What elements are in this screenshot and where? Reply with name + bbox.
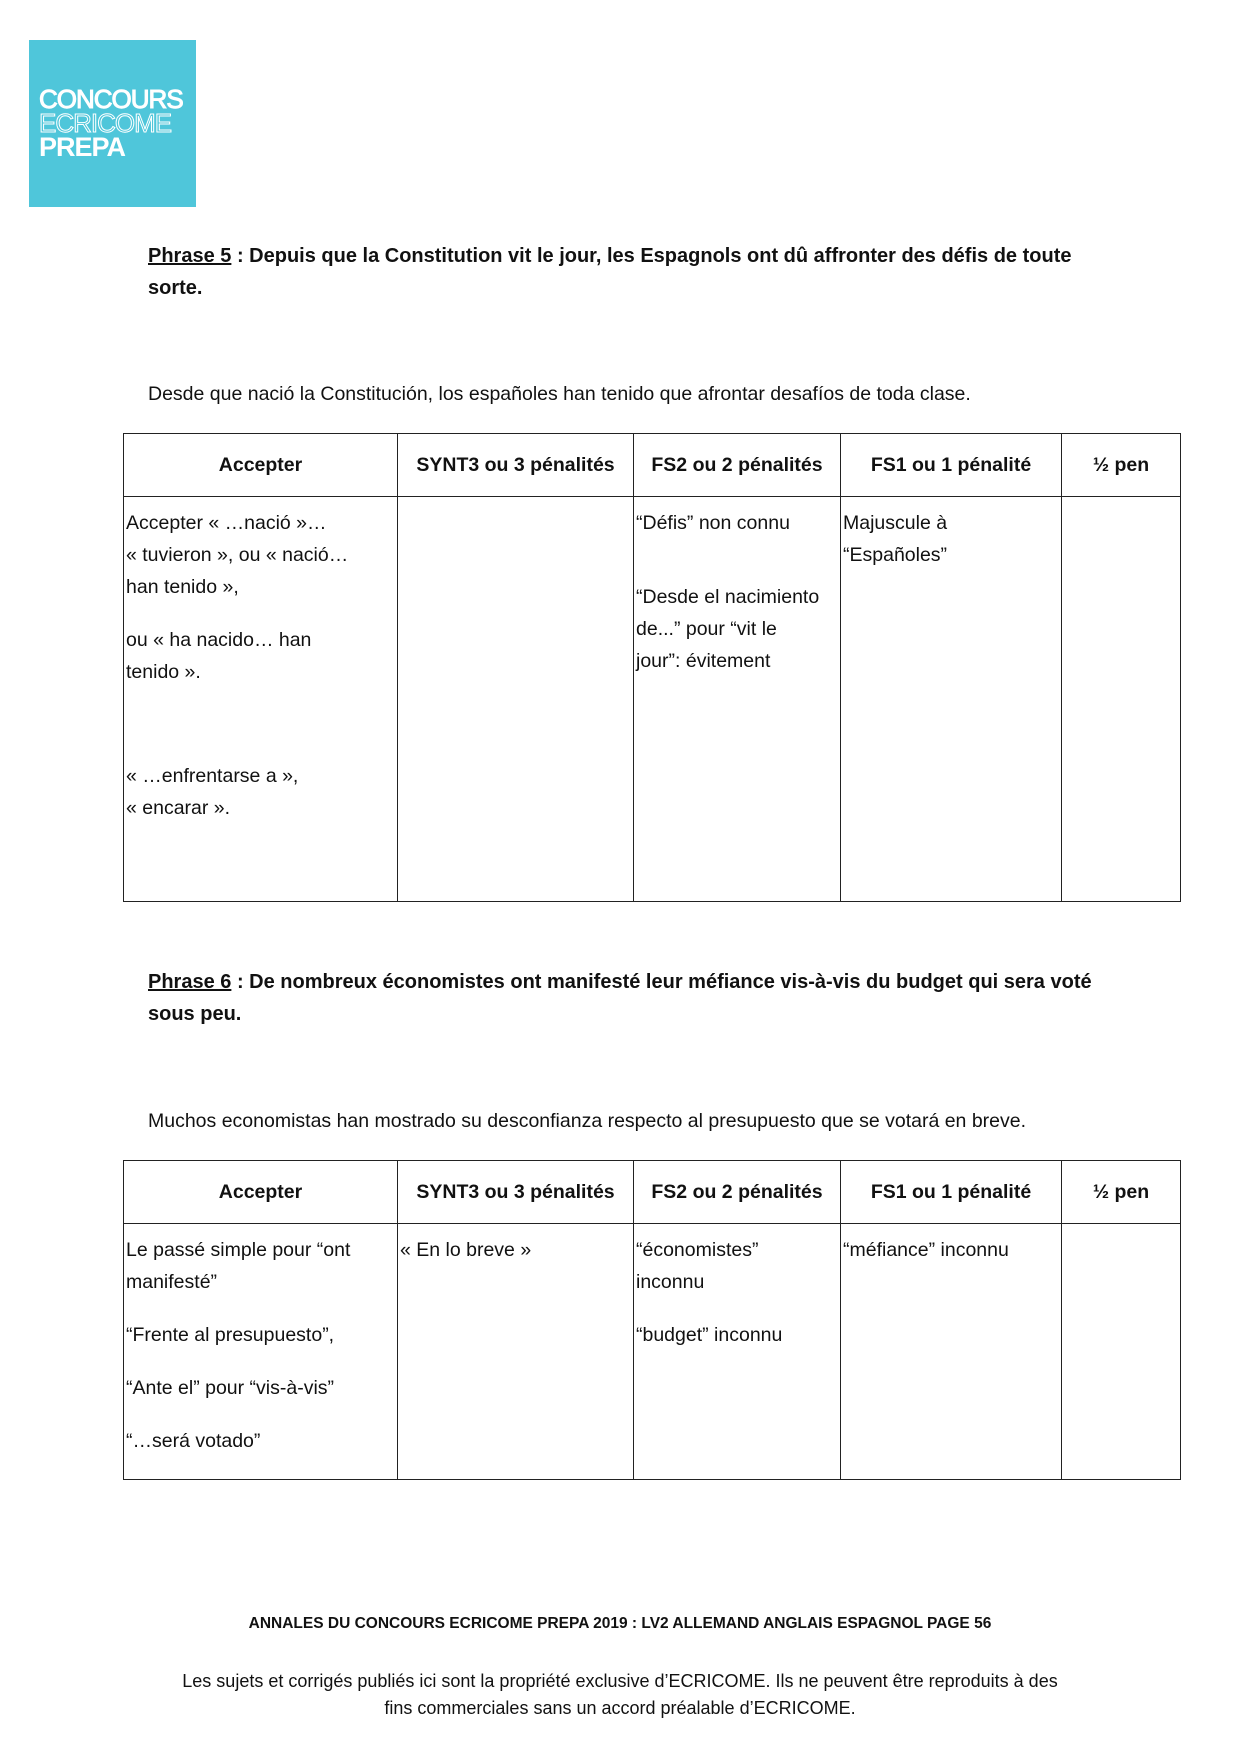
cell-accepter: Le passé simple pour “ont manifesté” “Frente al presupuesto”, “Ante el” pour “vis-à-vis” “…será votado” [124,1224,398,1480]
cell-fs2: “économistes” inconnu “budget” inconnu [634,1224,841,1480]
header-synt3: SYNT3 ou 3 pénalités [398,1161,634,1224]
table-row [124,497,1181,902]
phrase6-grading-table [123,1160,1181,1480]
cell-accepter: Accepter « …nació »… « tuvieron », ou « nació… han tenido », ou « ha nacido… han tenido ». « …enfrentarse a », « encarar ». [124,497,398,902]
header-half-pen: ½ pen [1062,1161,1181,1224]
cell-half-pen [1062,1224,1181,1480]
logo-line-concours: CONCOURS [39,84,183,114]
ecricome-logo [29,40,196,207]
phrase6-text: De nombreux économistes ont manifesté leur méfiance vis-à-vis du budget qui sera voté sous peu. [148,971,1092,1025]
footer-note-line1: Les sujets et corrigés publiés ici sont la propriété exclusive d’ECRICOME. Ils ne peuvent être reproduits à des [182,1671,1058,1691]
cell-fs1: Majuscule à “Españoles” [841,497,1062,902]
header-fs2: FS2 ou 2 pénalités [634,1161,841,1224]
cell-synt3: « En lo breve » [398,1224,634,1480]
table-header-row [124,1161,1181,1224]
header-half-pen: ½ pen [1062,434,1181,497]
header-accepter: Accepter [124,1161,398,1224]
phrase5-text: Depuis que la Constitution vit le jour, les Espagnols ont dû affronter des défis de toute sorte. [148,245,1072,299]
header-fs1: FS1 ou 1 pénalité [841,434,1062,497]
table-header-row [124,434,1181,497]
phrase5-label: Phrase 5 [148,245,232,267]
header-fs2: FS2 ou 2 pénalités [634,434,841,497]
phrase6-heading [148,966,1108,1030]
header-synt3: SYNT3 ou 3 pénalités [398,434,634,497]
phrase5-grading-table [123,433,1181,902]
cell-fs2: “Défis” non connu “Desde el nacimiento de...” pour “vit le jour”: évitement [634,497,841,902]
cell-half-pen [1062,497,1181,902]
header-accepter: Accepter [124,434,398,497]
phrase6-separator: : [231,971,250,993]
cell-fs1: “méfiance” inconnu [841,1224,1062,1480]
logo-line-prepa: PREPA [39,132,126,162]
table-row [124,1224,1181,1480]
phrase5-separator: : [231,245,250,267]
header-fs1: FS1 ou 1 pénalité [841,1161,1062,1224]
footer-note-line2: fins commerciales sans un accord préalable d’ECRICOME. [384,1698,856,1718]
phrase5-translation: Desde que nació la Constitución, los españoles han tenido que afrontar desafíos de toda clase. [148,383,971,405]
logo-line-ecricome: ECRICOME [39,108,172,138]
phrase5-heading [148,240,1108,304]
footer-copyright-note [150,1668,1090,1722]
cell-synt3 [398,497,634,902]
phrase6-translation: Muchos economistas han mostrado su desconfianza respecto al presupuesto que se votará en breve. [148,1110,1027,1132]
phrase6-label: Phrase 6 [148,971,232,993]
footer-title: ANNALES DU CONCOURS ECRICOME PREPA 2019 : LV2 ALLEMAND ANGLAIS ESPAGNOL PAGE 56 [248,1615,992,1632]
